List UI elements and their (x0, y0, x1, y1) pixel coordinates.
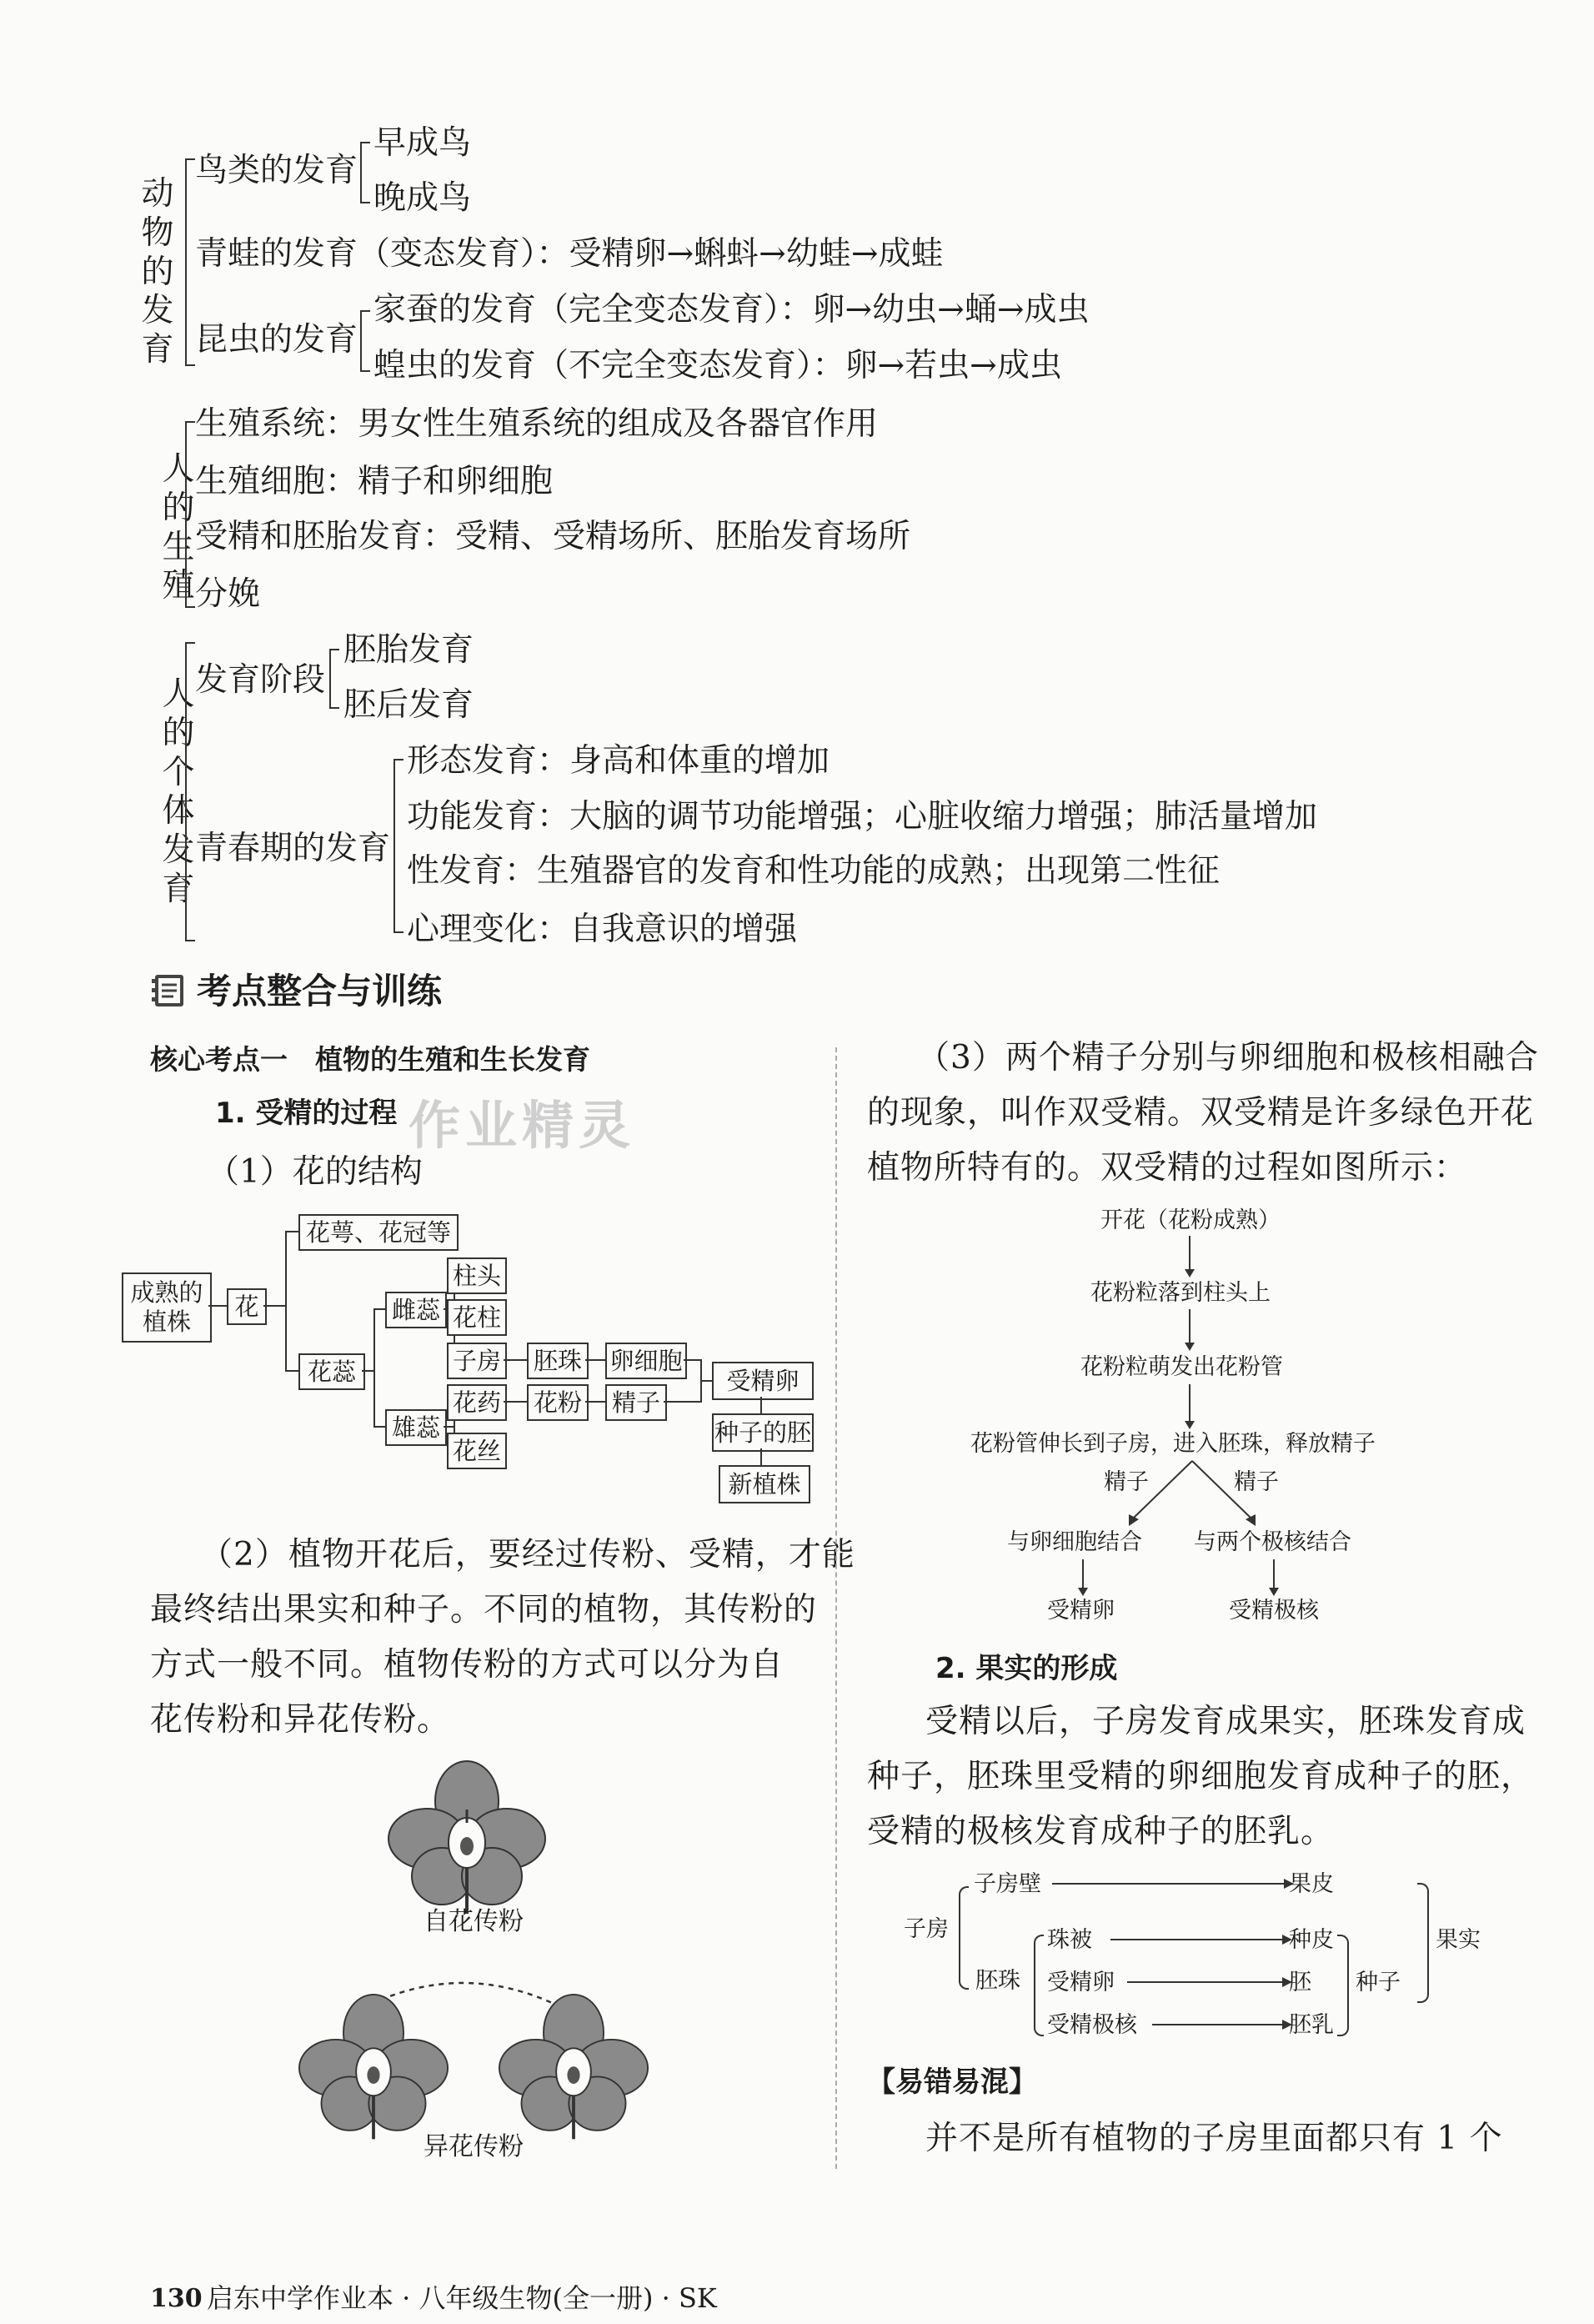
bird-label: 鸟类的发育 (195, 152, 358, 189)
para-3-line-3: 植物所特有的。双受精的过程如图所示： (867, 1149, 1468, 1187)
mindmap-animal-root (140, 175, 175, 370)
tip-title: 【易错易混】 (867, 2065, 1037, 2099)
box-filament (447, 1433, 507, 1469)
box-text: 花萼、花冠等 (305, 1217, 451, 1247)
df-right-1: 与两个极核结合 (1194, 1529, 1351, 1555)
box-text: 花 (234, 1292, 259, 1321)
box-style (447, 1299, 507, 1336)
box-ovule (527, 1343, 589, 1379)
cross-pollination-caption: 异花传粉 (424, 2132, 524, 2161)
self-pollination-caption: 自花传粉 (424, 1907, 524, 1936)
stage-label: 发育阶段 (195, 661, 326, 699)
puberty-item-1: 形态发育：身高和体重的增加 (407, 742, 830, 780)
fd-seed: 种子 (1356, 1970, 1401, 1995)
box-text: 种子的胚 (714, 1418, 811, 1447)
stage-item-1: 胚胎发育 (343, 631, 474, 669)
arrow-right-icon (1127, 1976, 1294, 1988)
df-sperm-right: 精子 (1234, 1469, 1279, 1495)
fd-ovary: 子房 (904, 1916, 949, 1942)
para-3-line-1: （3）两个精子分别与卵细胞和极核相融合 (917, 1039, 1539, 1077)
box-pollen (527, 1384, 589, 1421)
arrow-down-icon (1185, 1236, 1195, 1277)
repro-item-1: 生殖系统：男女性生殖系统的组成及各器官作用 (195, 405, 879, 443)
box-text: 胚珠 (533, 1346, 582, 1375)
box-text: 花粉 (533, 1388, 582, 1417)
para-2-line-2: 最终结出果实和种子。不同的植物，其传粉的 (150, 1591, 818, 1629)
arrow-down-icon (1269, 1559, 1279, 1596)
cross-pollination-flower-right-icon (490, 1993, 657, 2143)
arrow-right-icon (1110, 1934, 1294, 1945)
box-sperm (605, 1384, 667, 1421)
line (700, 1380, 712, 1382)
bird-item-2: 晚成鸟 (373, 179, 472, 217)
insect-label: 昆虫的发育 (195, 321, 358, 359)
repro-item-4: 分娩 (195, 575, 261, 613)
box-embryo (712, 1413, 814, 1452)
puberty-item-4: 心理变化：自我意识的增强 (407, 911, 798, 948)
brace-stage (329, 649, 339, 709)
stage-item-2: 胚后发育 (343, 686, 474, 724)
arrow-right-icon (1052, 1878, 1294, 1890)
df-step-3: 花粉粒萌发出花粉管 (1080, 1354, 1283, 1380)
df-step-4: 花粉管伸长到子房，进入胚珠，释放精子 (970, 1431, 1376, 1457)
df-right-2: 受精极核 (1229, 1598, 1319, 1624)
fd-polar: 受精极核 (1047, 2012, 1137, 2038)
notebook-icon (150, 972, 187, 1009)
para-4-line-1: 受精以后，子房发育成果实，胚珠发育成 (925, 1703, 1526, 1740)
frog-line: 青蛙的发育（变态发育）：受精卵→蝌蚪→幼蛙→成蛙 (195, 235, 944, 273)
para-2-line-4: 花传粉和异花传粉。 (150, 1701, 451, 1739)
sub-heading-1: 1. 受精的过程 (215, 1097, 398, 1130)
brace-development (185, 642, 195, 941)
box-ovary (447, 1343, 507, 1379)
fd-fruit: 果实 (1436, 1927, 1481, 1953)
df-step-2: 花粉粒落到柱头上 (1090, 1280, 1271, 1306)
box-text: 受精卵 (726, 1366, 800, 1395)
box-stamen-pistil (298, 1353, 365, 1390)
box-new-plant (719, 1465, 810, 1503)
insect-item-2: 蝗虫的发育（不完全变态发育）：卵→若虫→成虫 (373, 347, 1062, 384)
fd-embryo: 胚 (1289, 1970, 1311, 1995)
cross-pollination-flower-left-icon (290, 1993, 457, 2143)
line (373, 1308, 385, 1310)
line (585, 1401, 605, 1403)
root-label: 动物的发育 (141, 175, 174, 369)
box-text: 成熟的植株 (130, 1278, 203, 1336)
line (760, 1397, 762, 1413)
puberty-item-3: 性发育：生殖器官的发育和性功能的成熟；出现第二性征 (407, 852, 1221, 890)
brace-ovule (1034, 1935, 1044, 2036)
para-2-line-1: （2）植物开花后，要经过传粉、受精，才能 (200, 1536, 855, 1574)
box-text: 花蕊 (307, 1357, 356, 1386)
brace-puberty (393, 759, 404, 933)
box-text: 柱头 (452, 1261, 501, 1290)
fd-zygote: 受精卵 (1047, 1970, 1115, 1995)
fd-seedcoat: 种皮 (1289, 1927, 1334, 1953)
box-zygote (712, 1362, 814, 1400)
brace-insect (360, 310, 370, 372)
box-text: 卵细胞 (609, 1346, 683, 1375)
box-text: 雄蕊 (391, 1413, 440, 1442)
df-left-2: 受精卵 (1047, 1598, 1115, 1624)
para-4-line-3: 受精的极核发育成种子的胚乳。 (867, 1813, 1335, 1850)
brace-animal (185, 158, 195, 366)
line (263, 1305, 285, 1307)
core-point-title: 核心考点一 植物的生殖和生长发育 (150, 1043, 590, 1076)
page-number: 130 (150, 2284, 203, 2313)
arrow-down-icon (1078, 1559, 1088, 1596)
df-sperm-left: 精子 (1104, 1469, 1149, 1495)
line (285, 1231, 287, 1371)
line (585, 1359, 605, 1361)
box-text: 花药 (452, 1388, 501, 1417)
para-2-line-3: 方式一般不同。植物传粉的方式可以分为自 (150, 1646, 784, 1684)
brace-bird (360, 142, 370, 203)
repro-item-2: 生殖细胞：精子和卵细胞 (195, 463, 554, 500)
line (760, 1448, 762, 1465)
df-step-1: 开花（花粉成熟） (1100, 1207, 1281, 1233)
column-divider (835, 1047, 837, 2169)
line (664, 1401, 700, 1403)
puberty-item-2: 功能发育：大脑的调节功能增强；心脏收缩力增强；肺活量增加 (407, 798, 1318, 836)
brace-seed (1337, 1935, 1349, 2036)
line (504, 1401, 527, 1403)
box-stamen (385, 1409, 447, 1446)
line (684, 1359, 700, 1361)
tip-text: 并不是所有植物的子房里面都只有 1 个 (925, 2120, 1503, 2157)
sub-heading-2: 2. 果实的形成 (935, 1652, 1118, 1685)
insect-item-1: 家蚕的发育（完全变态发育）：卵→幼虫→蛹→成虫 (373, 291, 1090, 329)
fd-wall: 子房壁 (974, 1871, 1041, 1897)
line (444, 1426, 454, 1428)
bird-item-1: 早成鸟 (373, 124, 472, 162)
df-left-1: 与卵细胞结合 (1007, 1529, 1142, 1555)
brace-fruit (1417, 1883, 1429, 2003)
box-text: 雌蕊 (391, 1295, 440, 1324)
watermark: 作业精灵 (409, 1095, 636, 1156)
box-text: 新植株 (728, 1469, 801, 1498)
brace-ovary (959, 1886, 969, 1990)
box-sepal (298, 1214, 459, 1251)
fd-integument: 珠被 (1047, 1927, 1092, 1953)
line (373, 1308, 375, 1427)
line (504, 1359, 527, 1361)
self-pollination-flower-icon (383, 1759, 550, 1918)
line (362, 1370, 373, 1372)
box-text: 花丝 (452, 1436, 501, 1465)
puberty-label: 青春期的发育 (195, 830, 391, 867)
fd-peel: 果皮 (1289, 1871, 1334, 1897)
section-title: 考点整合与训练 (197, 971, 443, 1011)
brace-reproduction (185, 421, 195, 608)
line (285, 1231, 298, 1232)
para-4-line-2: 种子，胚珠里受精的卵细胞发育成种子的胚， (867, 1758, 1535, 1795)
arrow-down-icon (1185, 1309, 1195, 1351)
box-stigma (447, 1257, 507, 1294)
arrow-down-icon (1185, 1384, 1195, 1429)
root-label: 人的生殖 (162, 450, 195, 605)
box-text: 花柱 (452, 1303, 501, 1332)
box-egg (605, 1343, 687, 1379)
box-mature (122, 1272, 212, 1343)
sub-heading-1a: （1）花的结构 (207, 1153, 423, 1191)
arrow-right-icon (1152, 2019, 1294, 2030)
line (285, 1370, 298, 1372)
box-anther (447, 1384, 507, 1421)
repro-item-3: 受精和胚胎发育：受精、受精场所、胚胎发育场所 (195, 518, 911, 555)
line (208, 1305, 227, 1307)
box-flower (227, 1288, 267, 1325)
box-pistil (385, 1292, 447, 1328)
fd-endosperm: 胚乳 (1289, 2012, 1334, 2038)
box-text: 子房 (452, 1346, 501, 1375)
para-3-line-2: 的现象，叫作双受精。双受精是许多绿色开花 (867, 1094, 1535, 1132)
root-label: 人的个体发育 (162, 675, 195, 908)
fd-ovule: 胚珠 (975, 1968, 1020, 1994)
line (373, 1426, 385, 1428)
footer-title: 启东中学作业本 · 八年级生物(全一册) · SK (207, 2282, 717, 2314)
box-text: 精子 (611, 1388, 660, 1417)
